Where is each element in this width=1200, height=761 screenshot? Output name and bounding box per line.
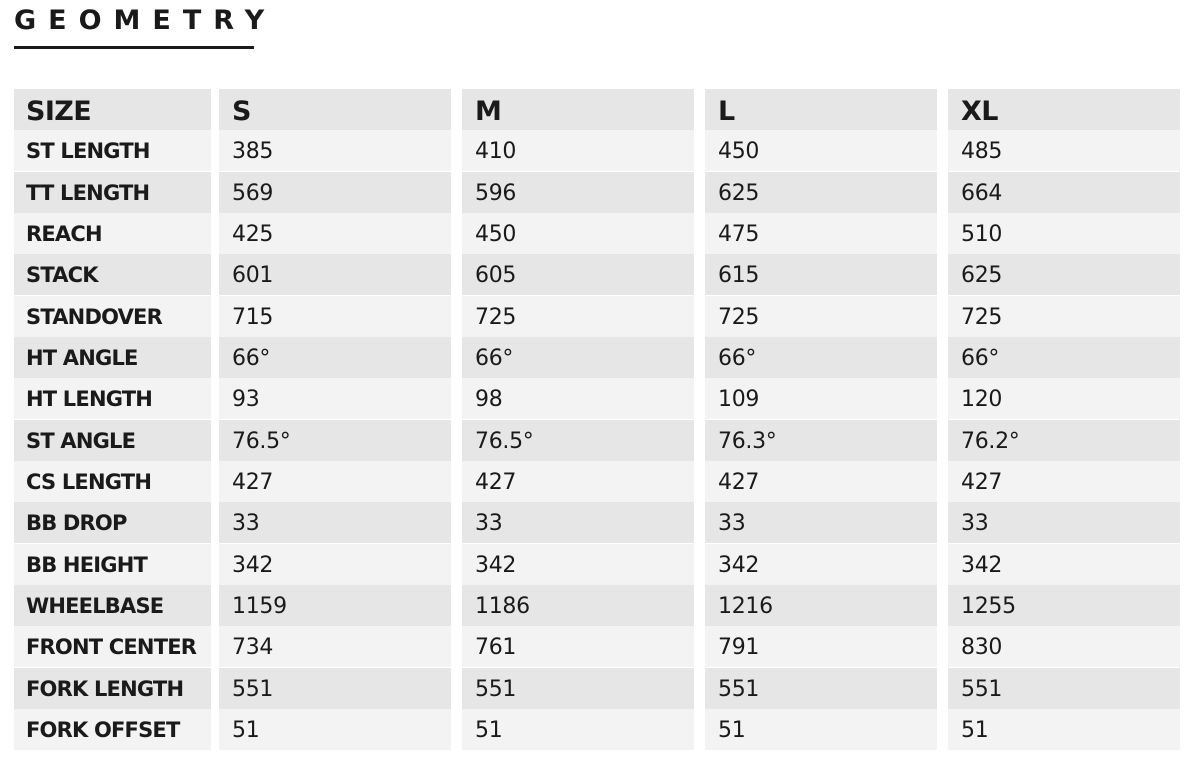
cell-value: 425 <box>219 213 451 254</box>
cell-value: 625 <box>705 172 937 213</box>
cell-value: 551 <box>462 668 694 709</box>
cell-value: 342 <box>705 544 937 585</box>
cell-value: 605 <box>462 254 694 295</box>
cell-value: 427 <box>705 461 937 502</box>
table-row <box>14 420 1180 461</box>
cell-value: 66° <box>705 337 937 378</box>
cell-value: 625 <box>948 254 1180 295</box>
cell-value: 734 <box>219 626 451 667</box>
table-row <box>14 461 1180 502</box>
cell-value: 51 <box>948 709 1180 750</box>
cell-value: 427 <box>219 461 451 502</box>
row-label: FRONT CENTER <box>14 626 211 667</box>
cell-value: 33 <box>462 502 694 543</box>
cell-value: 342 <box>219 544 451 585</box>
row-label: HT ANGLE <box>14 337 211 378</box>
cell-value: 120 <box>948 378 1180 419</box>
cell-value: 51 <box>462 709 694 750</box>
row-label: CS LENGTH <box>14 461 211 502</box>
cell-value: 98 <box>462 378 694 419</box>
cell-value: 725 <box>948 296 1180 337</box>
cell-value: 76.5° <box>219 420 451 461</box>
cell-value: 450 <box>705 130 937 171</box>
cell-value: 33 <box>705 502 937 543</box>
cell-value: 725 <box>462 296 694 337</box>
cell-value: 569 <box>219 172 451 213</box>
row-label: BB DROP <box>14 502 211 543</box>
cell-value: 1159 <box>219 585 451 626</box>
header-cell-s: S <box>219 89 451 130</box>
cell-value: 1186 <box>462 585 694 626</box>
cell-value: 51 <box>219 709 451 750</box>
cell-value: 427 <box>948 461 1180 502</box>
cell-value: 93 <box>219 378 451 419</box>
cell-value: 551 <box>948 668 1180 709</box>
cell-value: 410 <box>462 130 694 171</box>
geometry-table <box>14 89 1180 751</box>
row-label: STACK <box>14 254 211 295</box>
table-row <box>14 213 1180 254</box>
cell-value: 510 <box>948 213 1180 254</box>
cell-value: 427 <box>462 461 694 502</box>
header-cell-m: M <box>462 89 694 130</box>
header-cell-xl: XL <box>948 89 1180 130</box>
cell-value: 76.5° <box>462 420 694 461</box>
row-label: REACH <box>14 213 211 254</box>
row-label: STANDOVER <box>14 296 211 337</box>
table-row <box>14 296 1180 337</box>
row-label: WHEELBASE <box>14 585 211 626</box>
table-row <box>14 172 1180 213</box>
page-title: GEOMETRY <box>14 5 277 36</box>
cell-value: 66° <box>948 337 1180 378</box>
cell-value: 551 <box>219 668 451 709</box>
cell-value: 385 <box>219 130 451 171</box>
row-label: FORK OFFSET <box>14 709 211 750</box>
cell-value: 596 <box>462 172 694 213</box>
cell-value: 76.2° <box>948 420 1180 461</box>
table-row <box>14 130 1180 171</box>
row-label: FORK LENGTH <box>14 668 211 709</box>
cell-value: 725 <box>705 296 937 337</box>
cell-value: 342 <box>462 544 694 585</box>
cell-value: 76.3° <box>705 420 937 461</box>
table-header-row <box>14 89 1180 130</box>
cell-value: 342 <box>948 544 1180 585</box>
table-row <box>14 337 1180 378</box>
table-row <box>14 709 1180 750</box>
header-cell-size: SIZE <box>14 89 211 130</box>
cell-value: 551 <box>705 668 937 709</box>
row-label: ST LENGTH <box>14 130 211 171</box>
cell-value: 1255 <box>948 585 1180 626</box>
table-row <box>14 668 1180 709</box>
cell-value: 66° <box>219 337 451 378</box>
cell-value: 761 <box>462 626 694 667</box>
cell-value: 66° <box>462 337 694 378</box>
cell-value: 615 <box>705 254 937 295</box>
table-row <box>14 254 1180 295</box>
cell-value: 1216 <box>705 585 937 626</box>
cell-value: 715 <box>219 296 451 337</box>
row-label: BB HEIGHT <box>14 544 211 585</box>
cell-value: 664 <box>948 172 1180 213</box>
cell-value: 33 <box>948 502 1180 543</box>
title-underline <box>14 46 254 49</box>
title-block <box>14 2 277 49</box>
cell-value: 485 <box>948 130 1180 171</box>
cell-value: 109 <box>705 378 937 419</box>
table-row <box>14 585 1180 626</box>
row-label: HT LENGTH <box>14 378 211 419</box>
cell-value: 830 <box>948 626 1180 667</box>
header-cell-l: L <box>705 89 937 130</box>
cell-value: 51 <box>705 709 937 750</box>
cell-value: 33 <box>219 502 451 543</box>
row-label: ST ANGLE <box>14 420 211 461</box>
table-row <box>14 502 1180 543</box>
cell-value: 601 <box>219 254 451 295</box>
table-row <box>14 544 1180 585</box>
cell-value: 475 <box>705 213 937 254</box>
table-row <box>14 626 1180 667</box>
row-label: TT LENGTH <box>14 172 211 213</box>
cell-value: 450 <box>462 213 694 254</box>
cell-value: 791 <box>705 626 937 667</box>
table-row <box>14 378 1180 419</box>
